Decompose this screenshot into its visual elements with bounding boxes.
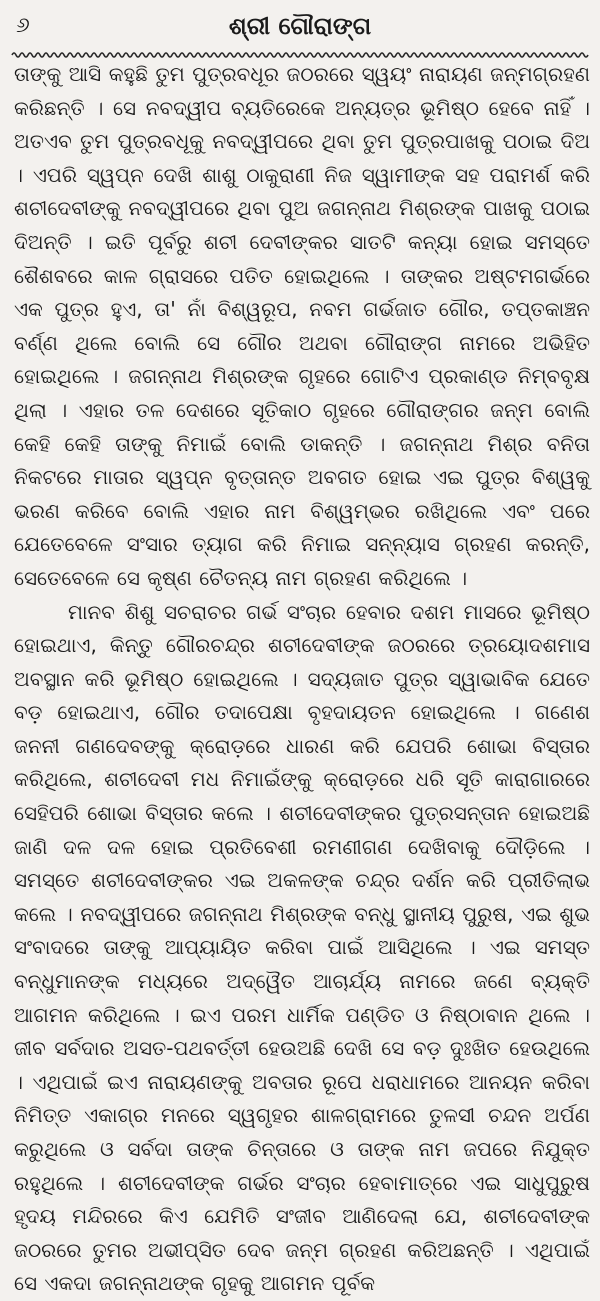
page-header (0, 6, 600, 46)
paragraph-2: ମାନବ ଶିଶୁ ସଚରାଚର ଗର୍ଭ ସଂଚାର ହେବାର ଦଶମ ମାସରେ ଭୂମିଷ୍ଠ ହୋଇଥାଏ, କିନ୍ତୁ ଗୌରଚନ୍ଦ୍ର ଶଚୀଦେବୀଙ୍କ ଜଠରରେ ତ୍ରୟୋଦଶମାସ ଅବସ୍ଥାନ କରି ଭୂମିଷ୍ଠ ହୋଇଥିଲେ । ସଦ୍ୟଜାତ ପୁତ୍ର ସ୍ୱାଭାବିକ ଯେତେ ବଡ଼ ହୋଇଥାଏ, ଗୌର ତଦାପେକ୍ଷା ବୃହଦାୟତନ ହୋଇଥିଲେ । ଗଣେଶ ଜନନୀ ଗଣଦେବଙ୍କୁ କ୍ରୋଡ଼ରେ ଧାରଣ କରି ଯେପରି ଶୋଭା ବିସ୍ତାର କରିଥିଲେ, ଶଚୀଦେବୀ ମଧ ନିମାଇଁଙ୍କୁ କ୍ରୋଡ଼ରେ ଧରି ସୂତି କାରାଗାରରେ ସେହିପରି ଶୋଭା ବିସ୍ତାର କଲେ । ଶଚୀଦେବୀଙ୍କର ପୁତ୍ରସନ୍ତାନ ହୋଇଅଛି ଜାଣି ଦଳ ଦଳ ହୋଇ ପ୍ରତିବେଶୀ ରମଣୀଗଣ ଦେଖିବାକୁ ଦୌଡ଼ିଲେ । ସମସ୍ତେ ଶଚୀଦେବୀଙ୍କର ଏଇ ଅକଳଙ୍କ ଚନ୍ଦ୍ର ଦର୍ଶନ କରି ପ୍ରୀତିଲାଭ କଲେ । ନବଦ୍ୱୀପରେ ଜଗନ୍ନାଥ ମିଶ୍ରଙ୍କ ବନ୍ଧୁ ସ୍ଥାନୀୟ ପୁରୁଷ, ଏଇ ଶୁଭ ସଂବାଦରେ ତାଙ୍କୁ ଆପ୍ୟାୟିତ କରିବା ପାଇଁ ଆସିଥିଲେ । ଏଇ ସମସ୍ତ ବନ୍ଧୁମାନଙ୍କ ମଧ୍ୟରେ ଅଦ୍ୱୈତ ଆଚାର୍ଯ୍ୟ ନାମରେ ଜଣେ ବ୍ୟକ୍ତି ଆଗମନ କରିଥିଲେ । ଇଏ ପରମ ଧାର୍ମିକ ପଣ୍ଡିତ ଓ ନିଷ୍ଠାବାନ ଥିଲେ । ଜୀବ ସର୍ବଦାର ଅସତ-ପଥବର୍ତ୍ତୀ ହେଉଅଛି ଦେଖି ସେ ବଡ଼ ଦୁଃଖିତ ହେଉଥିଲେ । ଏଥିପାଇଁ ଇଏ ନାରାୟଣଙ୍କୁ ଅବତାର ରୂପେ ଧରାଧାମରେ ଆନୟନ କରିବା ନିମିତ୍ତ ଏକାଗ୍ର ମନରେ ସ୍ୱଗୃହର ଶାଳଗ୍ରାମରେ ତୁଳସୀ ଚନ୍ଦନ ଅର୍ପଣ କରୁଥିଲେ ଓ ସର୍ବଦା ତାଙ୍କ ଚିନ୍ତାରେ ଓ ତାଙ୍କ ନାମ ଜପରେ ନିଯୁକ୍ତ ରହୁଥିଲେ । ଶଚୀଦେବୀଙ୍କ ଗର୍ଭର ସଂଚାର ହେବାମାତ୍ରେ ଏଇ ସାଧୁପୁରୁଷ ହୃଦୟ ମନ୍ଦିରରେ କିଏ ଯେମିତି ସଂଜୀବ ଆଣିଦେଲା ଯେ, ଶଚୀଦେବୀଙ୍କ ଜଠରରେ ତୁମର ଅଭୀପ୍ସିତ ଦେବ ଜନ୍ମ ଗ୍ରହଣ କରିଅଛନ୍ତି । ଏଥିପାଇଁ ସେ ଏକଦା ଜଗନ୍ନାଥଙ୍କ ଗୃହକୁ ଆଗମନ ପୂର୍ବକ (14, 599, 590, 1296)
running-title: ଶ୍ରୀ ଗୌରାଙ୍ଗ (228, 12, 372, 40)
paragraph-1: ତାଙ୍କୁ ଆସି କହୁଛି ତୁମ ପୁତ୍ରବଧୂର ଜଠରରେ ସ୍ୱୟଂ ନାରାୟଣ ଜନ୍ମଗ୍ରହଣ କରିଛନ୍ତି । ସେ ନବଦ୍ୱୀପ ବ୍ୟତିରେକେ ଅନ୍ୟତ୍ର ଭୂମିଷ୍ଠ ହେବେ ନାହିଁ । ଅତଏବ ତୁମ ପୁତ୍ରବଧୂକୁ ନବଦ୍ୱୀପରେ ଥିବା ତୁମ ପୁତ୍ରପାଖକୁ ପଠାଇ ଦିଅ । ଏପରି ସ୍ୱପ୍ନ ଦେଖି ଶାଶୁ ଠାକୁରାଣୀ ନିଜ ସ୍ୱାମୀଙ୍କ ସହ ପରାମର୍ଶ କରି ଶଚୀଦେବୀଙ୍କୁ ନବଦ୍ୱୀପରେ ଥିବା ପୁଅ ଜଗନ୍ନାଥ ମିଶ୍ରଙ୍କ ପାଖକୁ ପଠାଇ ଦିଅନ୍ତି । ଇତି ପୂର୍ବରୁ ଶଚୀ ଦେବୀଙ୍କର ସାତଟି କନ୍ୟା ହୋଇ ସମସ୍ତେ ଶୈଶବରେ କାଳ ଗ୍ରାସରେ ପତିତ ହୋଇଥିଲେ । ତାଙ୍କର ଅଷ୍ଟମଗର୍ଭରେ ଏକ ପୁତ୍ର ହୁଏ, ତା' ନାଁ ବିଶ୍ୱରୂପ, ନବମ ଗର୍ଭଜାତ ଗୌର, ତପ୍ତକାଞ୍ଚନ ବର୍ଣ୍ଣ ଥିଲେ ବୋଲି ସେ ଗୌର ଅଥବା ଗୌରାଙ୍ଗ ନାମରେ ଅଭିହିତ ହୋଇଥିଲେ । ଜଗନ୍ନାଥ ମିଶ୍ରଙ୍କ ଗୃହରେ ଗୋଟିଏ ପ୍ରକାଣ୍ଡ ନିମ୍ବବୃକ୍ଷ ଥିଲା । ଏହାର ତଳ ଦେଶରେ ସୂତିକାଠ ଗୃହରେ ଗୌରାଙ୍ଗର ଜନ୍ମ ବୋଲି କେହି କେହି ତାଙ୍କୁ ନିମାଇଁ ବୋଲି ଡାକନ୍ତି । ଜଗନ୍ନାଥ ମିଶ୍ର ବନିତା ନିକଟରେ ମାତାର ସ୍ୱପ୍ନ ବୃତ୍ତାନ୍ତ ଅବଗତ ହୋଇ ଏଇ ପୁତ୍ର ବିଶ୍ୱକୁ ଭରଣ କରିବେ ବୋଲି ଏହାର ନାମ ବିଶ୍ୱମ୍ଭର ରଖିଥିଲେ ଏବଂ ପରେ ଯେତେବେଳେ ସଂସାର ତ୍ୟାଗ କରି ନିମାଇ ସନ୍ନ୍ୟାସ ଗ୍ରହଣ କରନ୍ତି, ସେତେବେଳେ ସେ କୃଷ୍ଣ ଚୈତନ୍ୟ ନାମ ଗ୍ରହଣ କରିଥିଲେ । (14, 62, 590, 590)
page-number: ୬ (16, 13, 30, 38)
body-text (14, 58, 590, 1296)
